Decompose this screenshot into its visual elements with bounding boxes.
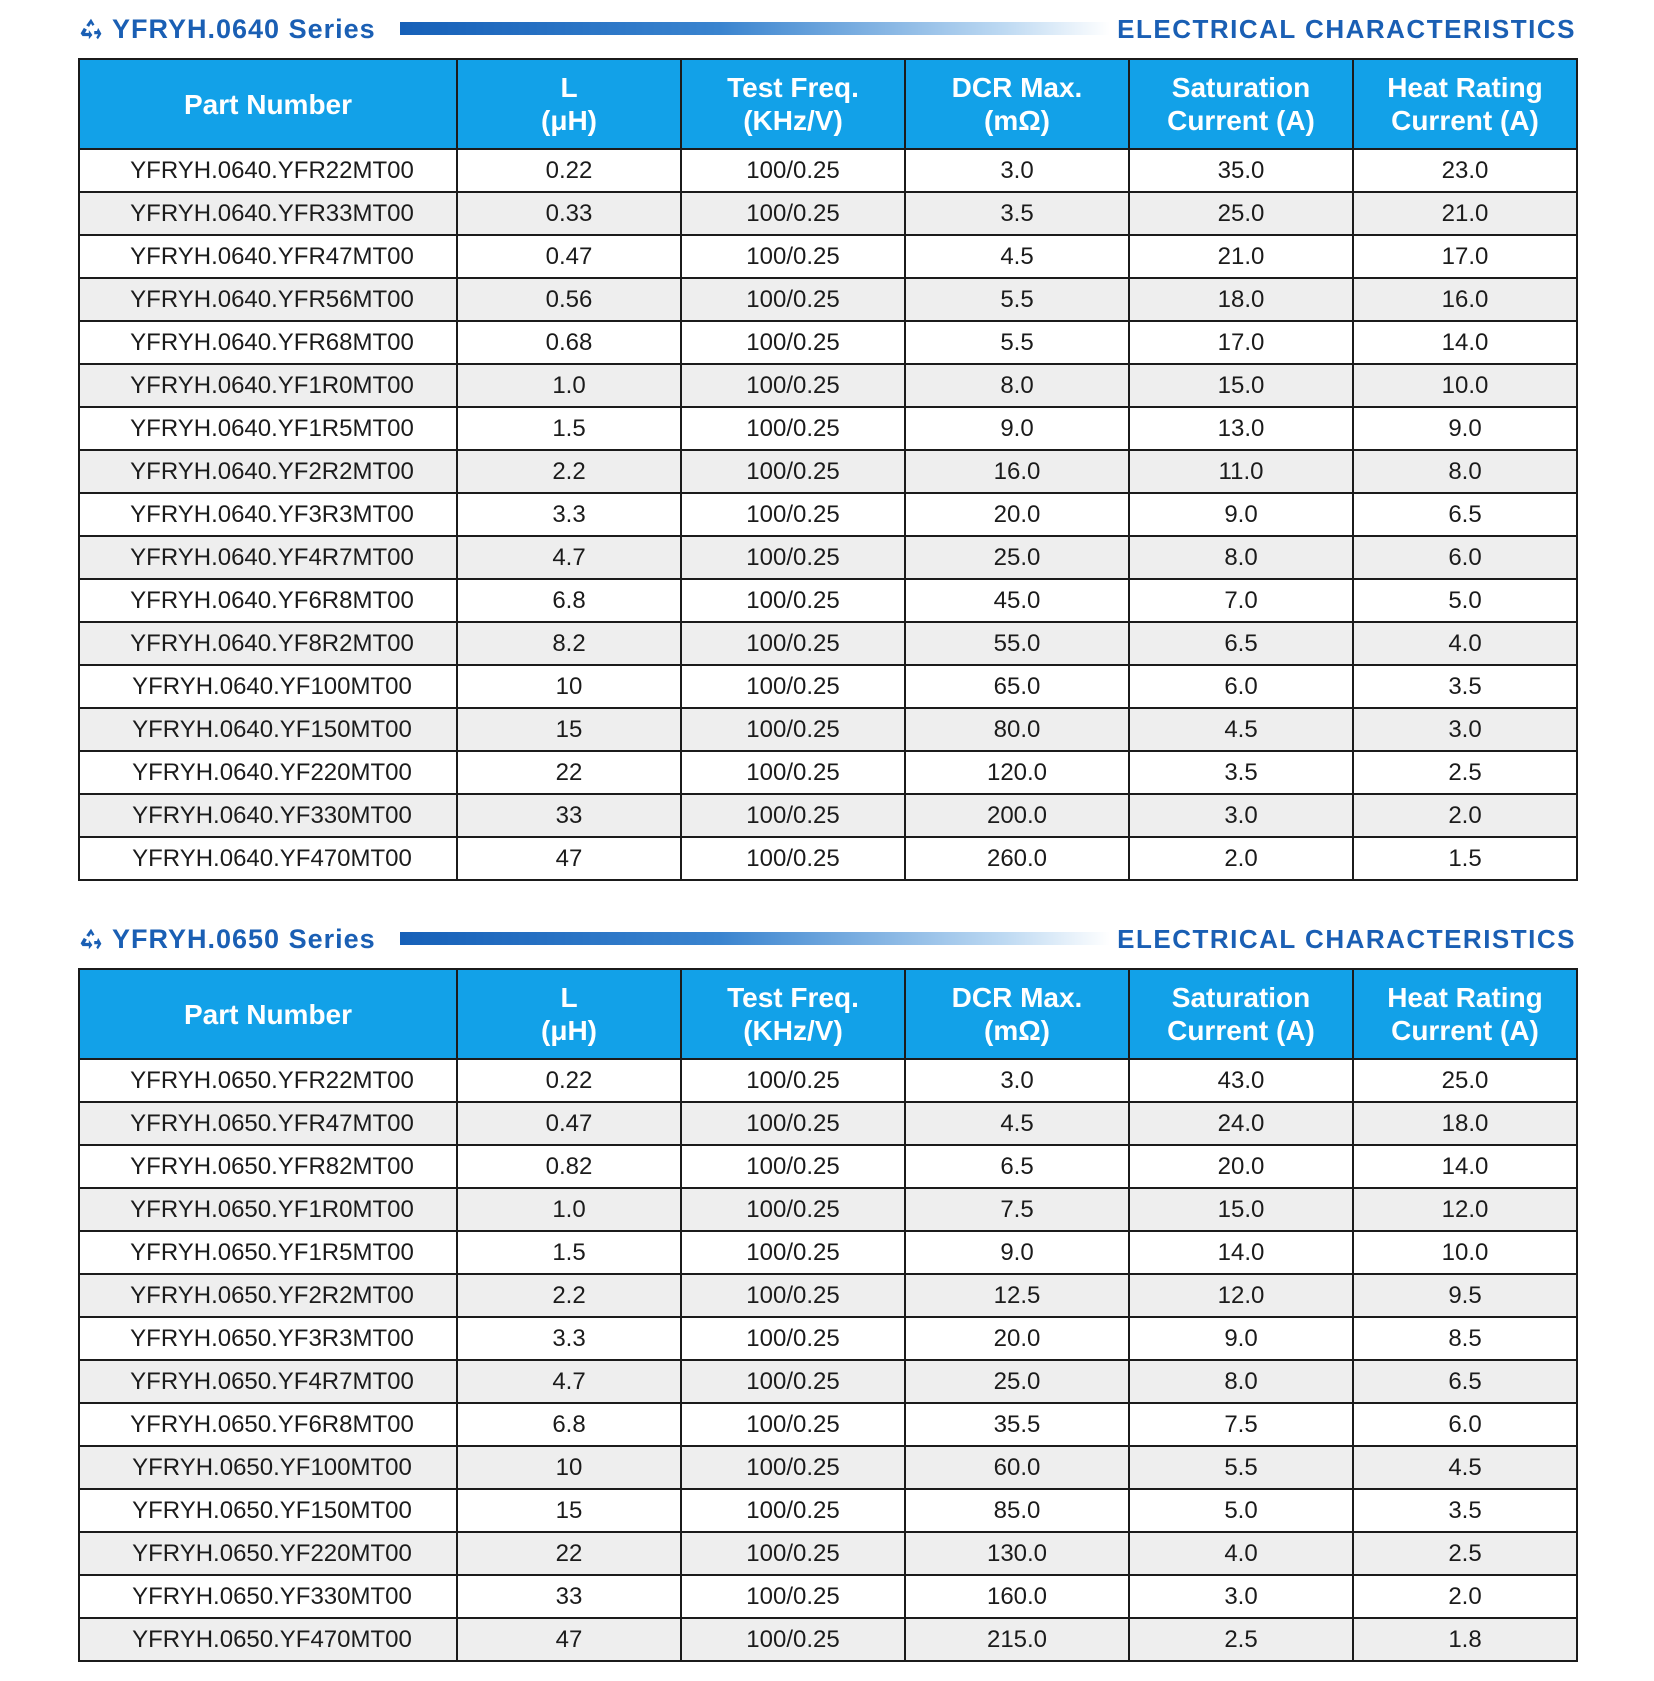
inductance-cell: 22 — [457, 1532, 681, 1575]
col-header-test-freq: Test Freq. (KHz/V) — [681, 969, 905, 1059]
saturation-current-cell: 24.0 — [1129, 1102, 1353, 1145]
part-number-cell: YFRYH.0650.YF2R2MT00 — [79, 1274, 457, 1317]
saturation-current-cell: 4.5 — [1129, 708, 1353, 751]
table-row — [79, 665, 1577, 708]
table-row — [79, 1231, 1577, 1274]
inductance-cell: 8.2 — [457, 622, 681, 665]
test-freq-cell: 100/0.25 — [681, 321, 905, 364]
table-row — [79, 794, 1577, 837]
table-header-row — [79, 969, 1577, 1059]
test-freq-cell: 100/0.25 — [681, 1231, 905, 1274]
heat-rating-current-cell: 2.5 — [1353, 1532, 1577, 1575]
heat-rating-current-cell: 8.0 — [1353, 450, 1577, 493]
section-title-text: YFRYH.0640 Series — [112, 13, 376, 44]
heat-rating-current-cell: 10.0 — [1353, 1231, 1577, 1274]
inductance-cell: 0.33 — [457, 192, 681, 235]
col-header-heat-rating-current: Heat Rating Current (A) — [1353, 969, 1577, 1059]
heat-rating-current-cell: 3.5 — [1353, 665, 1577, 708]
col-header-dcr: DCR Max. (mΩ) — [905, 969, 1129, 1059]
dcr-cell: 85.0 — [905, 1489, 1129, 1532]
table-row — [79, 1403, 1577, 1446]
heat-rating-current-cell: 23.0 — [1353, 149, 1577, 192]
table-row — [79, 1532, 1577, 1575]
table-row — [79, 321, 1577, 364]
test-freq-cell: 100/0.25 — [681, 407, 905, 450]
heat-rating-current-cell: 6.0 — [1353, 1403, 1577, 1446]
part-number-cell: YFRYH.0650.YFR47MT00 — [79, 1102, 457, 1145]
dcr-cell: 45.0 — [905, 579, 1129, 622]
section-header — [78, 8, 1576, 50]
section-title-text: YFRYH.0650 Series — [112, 923, 376, 954]
heat-rating-current-cell: 6.5 — [1353, 493, 1577, 536]
col-header-dcr: DCR Max. (mΩ) — [905, 59, 1129, 149]
saturation-current-cell: 6.5 — [1129, 622, 1353, 665]
test-freq-cell: 100/0.25 — [681, 192, 905, 235]
table-row — [79, 149, 1577, 192]
test-freq-cell: 100/0.25 — [681, 1575, 905, 1618]
test-freq-cell: 100/0.25 — [681, 1188, 905, 1231]
saturation-current-cell: 9.0 — [1129, 1317, 1353, 1360]
dcr-cell: 55.0 — [905, 622, 1129, 665]
test-freq-cell: 100/0.25 — [681, 1274, 905, 1317]
table-row — [79, 1618, 1577, 1661]
saturation-current-cell: 3.0 — [1129, 1575, 1353, 1618]
dcr-cell: 20.0 — [905, 493, 1129, 536]
heat-rating-current-cell: 14.0 — [1353, 321, 1577, 364]
inductance-cell: 33 — [457, 1575, 681, 1618]
saturation-current-cell: 18.0 — [1129, 278, 1353, 321]
saturation-current-cell: 20.0 — [1129, 1145, 1353, 1188]
col-header-saturation-current: Saturation Current (A) — [1129, 969, 1353, 1059]
table-row — [79, 837, 1577, 880]
saturation-current-cell: 6.0 — [1129, 665, 1353, 708]
dcr-cell: 120.0 — [905, 751, 1129, 794]
test-freq-cell: 100/0.25 — [681, 1489, 905, 1532]
saturation-current-cell: 43.0 — [1129, 1059, 1353, 1102]
part-number-cell: YFRYH.0640.YF220MT00 — [79, 751, 457, 794]
saturation-current-cell: 25.0 — [1129, 192, 1353, 235]
col-header-heat-rating-current: Heat Rating Current (A) — [1353, 59, 1577, 149]
table-row — [79, 192, 1577, 235]
test-freq-cell: 100/0.25 — [681, 235, 905, 278]
heat-rating-current-cell: 9.0 — [1353, 407, 1577, 450]
inductance-cell: 15 — [457, 1489, 681, 1532]
table-row — [79, 1489, 1577, 1532]
dcr-cell: 5.5 — [905, 278, 1129, 321]
inductance-cell: 0.22 — [457, 149, 681, 192]
dcr-cell: 5.5 — [905, 321, 1129, 364]
dcr-cell: 3.0 — [905, 149, 1129, 192]
test-freq-cell: 100/0.25 — [681, 837, 905, 880]
table-row — [79, 579, 1577, 622]
inductance-cell: 6.8 — [457, 1403, 681, 1446]
dcr-cell: 4.5 — [905, 235, 1129, 278]
dcr-cell: 4.5 — [905, 1102, 1129, 1145]
spec-table — [78, 968, 1578, 1662]
inductance-cell: 22 — [457, 751, 681, 794]
saturation-current-cell: 21.0 — [1129, 235, 1353, 278]
inductance-cell: 0.82 — [457, 1145, 681, 1188]
section-divider — [400, 22, 1110, 35]
inductance-cell: 4.7 — [457, 1360, 681, 1403]
table-row — [79, 1102, 1577, 1145]
inductance-cell: 6.8 — [457, 579, 681, 622]
saturation-current-cell: 5.5 — [1129, 1446, 1353, 1489]
test-freq-cell: 100/0.25 — [681, 751, 905, 794]
part-number-cell: YFRYH.0650.YF100MT00 — [79, 1446, 457, 1489]
heat-rating-current-cell: 4.0 — [1353, 622, 1577, 665]
dcr-cell: 35.5 — [905, 1403, 1129, 1446]
test-freq-cell: 100/0.25 — [681, 1403, 905, 1446]
part-number-cell: YFRYH.0640.YFR47MT00 — [79, 235, 457, 278]
table-row — [79, 622, 1577, 665]
dcr-cell: 65.0 — [905, 665, 1129, 708]
table-row — [79, 407, 1577, 450]
part-number-cell: YFRYH.0650.YF1R0MT00 — [79, 1188, 457, 1231]
part-number-cell: YFRYH.0640.YF470MT00 — [79, 837, 457, 880]
section-title — [78, 918, 376, 960]
inductance-cell: 10 — [457, 665, 681, 708]
heat-rating-current-cell: 21.0 — [1353, 192, 1577, 235]
test-freq-cell: 100/0.25 — [681, 149, 905, 192]
heat-rating-current-cell: 3.0 — [1353, 708, 1577, 751]
dcr-cell: 3.0 — [905, 1059, 1129, 1102]
test-freq-cell: 100/0.25 — [681, 794, 905, 837]
inductance-cell: 2.2 — [457, 1274, 681, 1317]
table-row — [79, 1059, 1577, 1102]
part-number-cell: YFRYH.0640.YF4R7MT00 — [79, 536, 457, 579]
heat-rating-current-cell: 2.0 — [1353, 1575, 1577, 1618]
heat-rating-current-cell: 4.5 — [1353, 1446, 1577, 1489]
saturation-current-cell: 13.0 — [1129, 407, 1353, 450]
part-number-cell: YFRYH.0650.YF1R5MT00 — [79, 1231, 457, 1274]
inductance-cell: 1.5 — [457, 407, 681, 450]
part-number-cell: YFRYH.0640.YF2R2MT00 — [79, 450, 457, 493]
inductance-cell: 3.3 — [457, 1317, 681, 1360]
dcr-cell: 60.0 — [905, 1446, 1129, 1489]
inductance-cell: 3.3 — [457, 493, 681, 536]
test-freq-cell: 100/0.25 — [681, 493, 905, 536]
saturation-current-cell: 11.0 — [1129, 450, 1353, 493]
dcr-cell: 3.5 — [905, 192, 1129, 235]
dcr-cell: 12.5 — [905, 1274, 1129, 1317]
col-header-part-number: Part Number — [79, 969, 457, 1059]
test-freq-cell: 100/0.25 — [681, 1059, 905, 1102]
part-number-cell: YFRYH.0650.YF3R3MT00 — [79, 1317, 457, 1360]
dcr-cell: 80.0 — [905, 708, 1129, 751]
heat-rating-current-cell: 5.0 — [1353, 579, 1577, 622]
inductance-cell: 15 — [457, 708, 681, 751]
inductance-cell: 0.47 — [457, 1102, 681, 1145]
heat-rating-current-cell: 16.0 — [1353, 278, 1577, 321]
test-freq-cell: 100/0.25 — [681, 1145, 905, 1188]
part-number-cell: YFRYH.0640.YF150MT00 — [79, 708, 457, 751]
col-header-inductance: L (μH) — [457, 969, 681, 1059]
table-row — [79, 708, 1577, 751]
saturation-current-cell: 15.0 — [1129, 1188, 1353, 1231]
saturation-current-cell: 9.0 — [1129, 493, 1353, 536]
col-header-test-freq: Test Freq. (KHz/V) — [681, 59, 905, 149]
heat-rating-current-cell: 18.0 — [1353, 1102, 1577, 1145]
heat-rating-current-cell: 2.5 — [1353, 751, 1577, 794]
series-section-0650 — [78, 918, 1576, 1662]
heat-rating-current-cell: 14.0 — [1353, 1145, 1577, 1188]
part-number-cell: YFRYH.0640.YF3R3MT00 — [79, 493, 457, 536]
dcr-cell: 6.5 — [905, 1145, 1129, 1188]
inductance-cell: 0.22 — [457, 1059, 681, 1102]
part-number-cell: YFRYH.0640.YF6R8MT00 — [79, 579, 457, 622]
section-subtitle: ELECTRICAL CHARACTERISTICS — [1117, 13, 1576, 44]
heat-rating-current-cell: 8.5 — [1353, 1317, 1577, 1360]
table-row — [79, 1145, 1577, 1188]
spec-table — [78, 58, 1578, 881]
dcr-cell: 215.0 — [905, 1618, 1129, 1661]
table-row — [79, 235, 1577, 278]
col-header-saturation-current: Saturation Current (A) — [1129, 59, 1353, 149]
dcr-cell: 8.0 — [905, 364, 1129, 407]
saturation-current-cell: 2.0 — [1129, 837, 1353, 880]
section-subtitle: ELECTRICAL CHARACTERISTICS — [1117, 923, 1576, 954]
dcr-cell: 7.5 — [905, 1188, 1129, 1231]
table-header-row — [79, 59, 1577, 149]
saturation-current-cell: 7.5 — [1129, 1403, 1353, 1446]
series-section-0640 — [78, 8, 1576, 881]
saturation-current-cell: 15.0 — [1129, 364, 1353, 407]
part-number-cell: YFRYH.0640.YFR22MT00 — [79, 149, 457, 192]
part-number-cell: YFRYH.0650.YF470MT00 — [79, 1618, 457, 1661]
part-number-cell: YFRYH.0650.YF330MT00 — [79, 1575, 457, 1618]
saturation-current-cell: 35.0 — [1129, 149, 1353, 192]
dcr-cell: 20.0 — [905, 1317, 1129, 1360]
section-divider — [400, 932, 1110, 945]
inductance-cell: 1.0 — [457, 364, 681, 407]
table-row — [79, 364, 1577, 407]
heat-rating-current-cell: 12.0 — [1353, 1188, 1577, 1231]
heat-rating-current-cell: 2.0 — [1353, 794, 1577, 837]
saturation-current-cell: 5.0 — [1129, 1489, 1353, 1532]
part-number-cell: YFRYH.0640.YF1R0MT00 — [79, 364, 457, 407]
saturation-current-cell: 2.5 — [1129, 1618, 1353, 1661]
part-number-cell: YFRYH.0650.YF4R7MT00 — [79, 1360, 457, 1403]
test-freq-cell: 100/0.25 — [681, 665, 905, 708]
saturation-current-cell: 12.0 — [1129, 1274, 1353, 1317]
test-freq-cell: 100/0.25 — [681, 1360, 905, 1403]
saturation-current-cell: 7.0 — [1129, 579, 1353, 622]
heat-rating-current-cell: 1.8 — [1353, 1618, 1577, 1661]
col-header-inductance: L (μH) — [457, 59, 681, 149]
part-number-cell: YFRYH.0650.YF220MT00 — [79, 1532, 457, 1575]
part-number-cell: YFRYH.0640.YFR33MT00 — [79, 192, 457, 235]
saturation-current-cell: 4.0 — [1129, 1532, 1353, 1575]
test-freq-cell: 100/0.25 — [681, 1618, 905, 1661]
saturation-current-cell: 3.5 — [1129, 751, 1353, 794]
dcr-cell: 160.0 — [905, 1575, 1129, 1618]
section-header — [78, 918, 1576, 960]
part-number-cell: YFRYH.0640.YFR56MT00 — [79, 278, 457, 321]
recycle-icon — [78, 926, 104, 952]
test-freq-cell: 100/0.25 — [681, 708, 905, 751]
part-number-cell: YFRYH.0640.YF1R5MT00 — [79, 407, 457, 450]
table-row — [79, 493, 1577, 536]
inductance-cell: 47 — [457, 1618, 681, 1661]
heat-rating-current-cell: 6.5 — [1353, 1360, 1577, 1403]
inductance-cell: 2.2 — [457, 450, 681, 493]
section-title — [78, 8, 376, 50]
part-number-cell: YFRYH.0650.YF150MT00 — [79, 1489, 457, 1532]
test-freq-cell: 100/0.25 — [681, 1317, 905, 1360]
part-number-cell: YFRYH.0640.YF8R2MT00 — [79, 622, 457, 665]
dcr-cell: 16.0 — [905, 450, 1129, 493]
inductance-cell: 0.68 — [457, 321, 681, 364]
table-row — [79, 1274, 1577, 1317]
heat-rating-current-cell: 1.5 — [1353, 837, 1577, 880]
saturation-current-cell: 3.0 — [1129, 794, 1353, 837]
test-freq-cell: 100/0.25 — [681, 1102, 905, 1145]
dcr-cell: 260.0 — [905, 837, 1129, 880]
table-row — [79, 1575, 1577, 1618]
inductance-cell: 0.47 — [457, 235, 681, 278]
dcr-cell: 9.0 — [905, 407, 1129, 450]
test-freq-cell: 100/0.25 — [681, 622, 905, 665]
heat-rating-current-cell: 9.5 — [1353, 1274, 1577, 1317]
heat-rating-current-cell: 25.0 — [1353, 1059, 1577, 1102]
table-row — [79, 536, 1577, 579]
dcr-cell: 130.0 — [905, 1532, 1129, 1575]
table-row — [79, 278, 1577, 321]
table-row — [79, 1188, 1577, 1231]
part-number-cell: YFRYH.0650.YF6R8MT00 — [79, 1403, 457, 1446]
test-freq-cell: 100/0.25 — [681, 579, 905, 622]
dcr-cell: 25.0 — [905, 1360, 1129, 1403]
part-number-cell: YFRYH.0650.YFR82MT00 — [79, 1145, 457, 1188]
test-freq-cell: 100/0.25 — [681, 450, 905, 493]
heat-rating-current-cell: 17.0 — [1353, 235, 1577, 278]
heat-rating-current-cell: 3.5 — [1353, 1489, 1577, 1532]
part-number-cell: YFRYH.0640.YFR68MT00 — [79, 321, 457, 364]
saturation-current-cell: 8.0 — [1129, 536, 1353, 579]
test-freq-cell: 100/0.25 — [681, 1446, 905, 1489]
recycle-icon — [78, 16, 104, 42]
inductance-cell: 1.5 — [457, 1231, 681, 1274]
part-number-cell: YFRYH.0640.YF100MT00 — [79, 665, 457, 708]
test-freq-cell: 100/0.25 — [681, 278, 905, 321]
saturation-current-cell: 14.0 — [1129, 1231, 1353, 1274]
inductance-cell: 33 — [457, 794, 681, 837]
dcr-cell: 9.0 — [905, 1231, 1129, 1274]
saturation-current-cell: 8.0 — [1129, 1360, 1353, 1403]
inductance-cell: 0.56 — [457, 278, 681, 321]
heat-rating-current-cell: 10.0 — [1353, 364, 1577, 407]
heat-rating-current-cell: 6.0 — [1353, 536, 1577, 579]
part-number-cell: YFRYH.0650.YFR22MT00 — [79, 1059, 457, 1102]
saturation-current-cell: 17.0 — [1129, 321, 1353, 364]
inductance-cell: 47 — [457, 837, 681, 880]
table-row — [79, 1360, 1577, 1403]
part-number-cell: YFRYH.0640.YF330MT00 — [79, 794, 457, 837]
table-row — [79, 450, 1577, 493]
dcr-cell: 25.0 — [905, 536, 1129, 579]
test-freq-cell: 100/0.25 — [681, 536, 905, 579]
test-freq-cell: 100/0.25 — [681, 1532, 905, 1575]
inductance-cell: 4.7 — [457, 536, 681, 579]
col-header-part-number: Part Number — [79, 59, 457, 149]
inductance-cell: 1.0 — [457, 1188, 681, 1231]
table-row — [79, 751, 1577, 794]
table-row — [79, 1317, 1577, 1360]
table-row — [79, 1446, 1577, 1489]
inductance-cell: 10 — [457, 1446, 681, 1489]
dcr-cell: 200.0 — [905, 794, 1129, 837]
test-freq-cell: 100/0.25 — [681, 364, 905, 407]
